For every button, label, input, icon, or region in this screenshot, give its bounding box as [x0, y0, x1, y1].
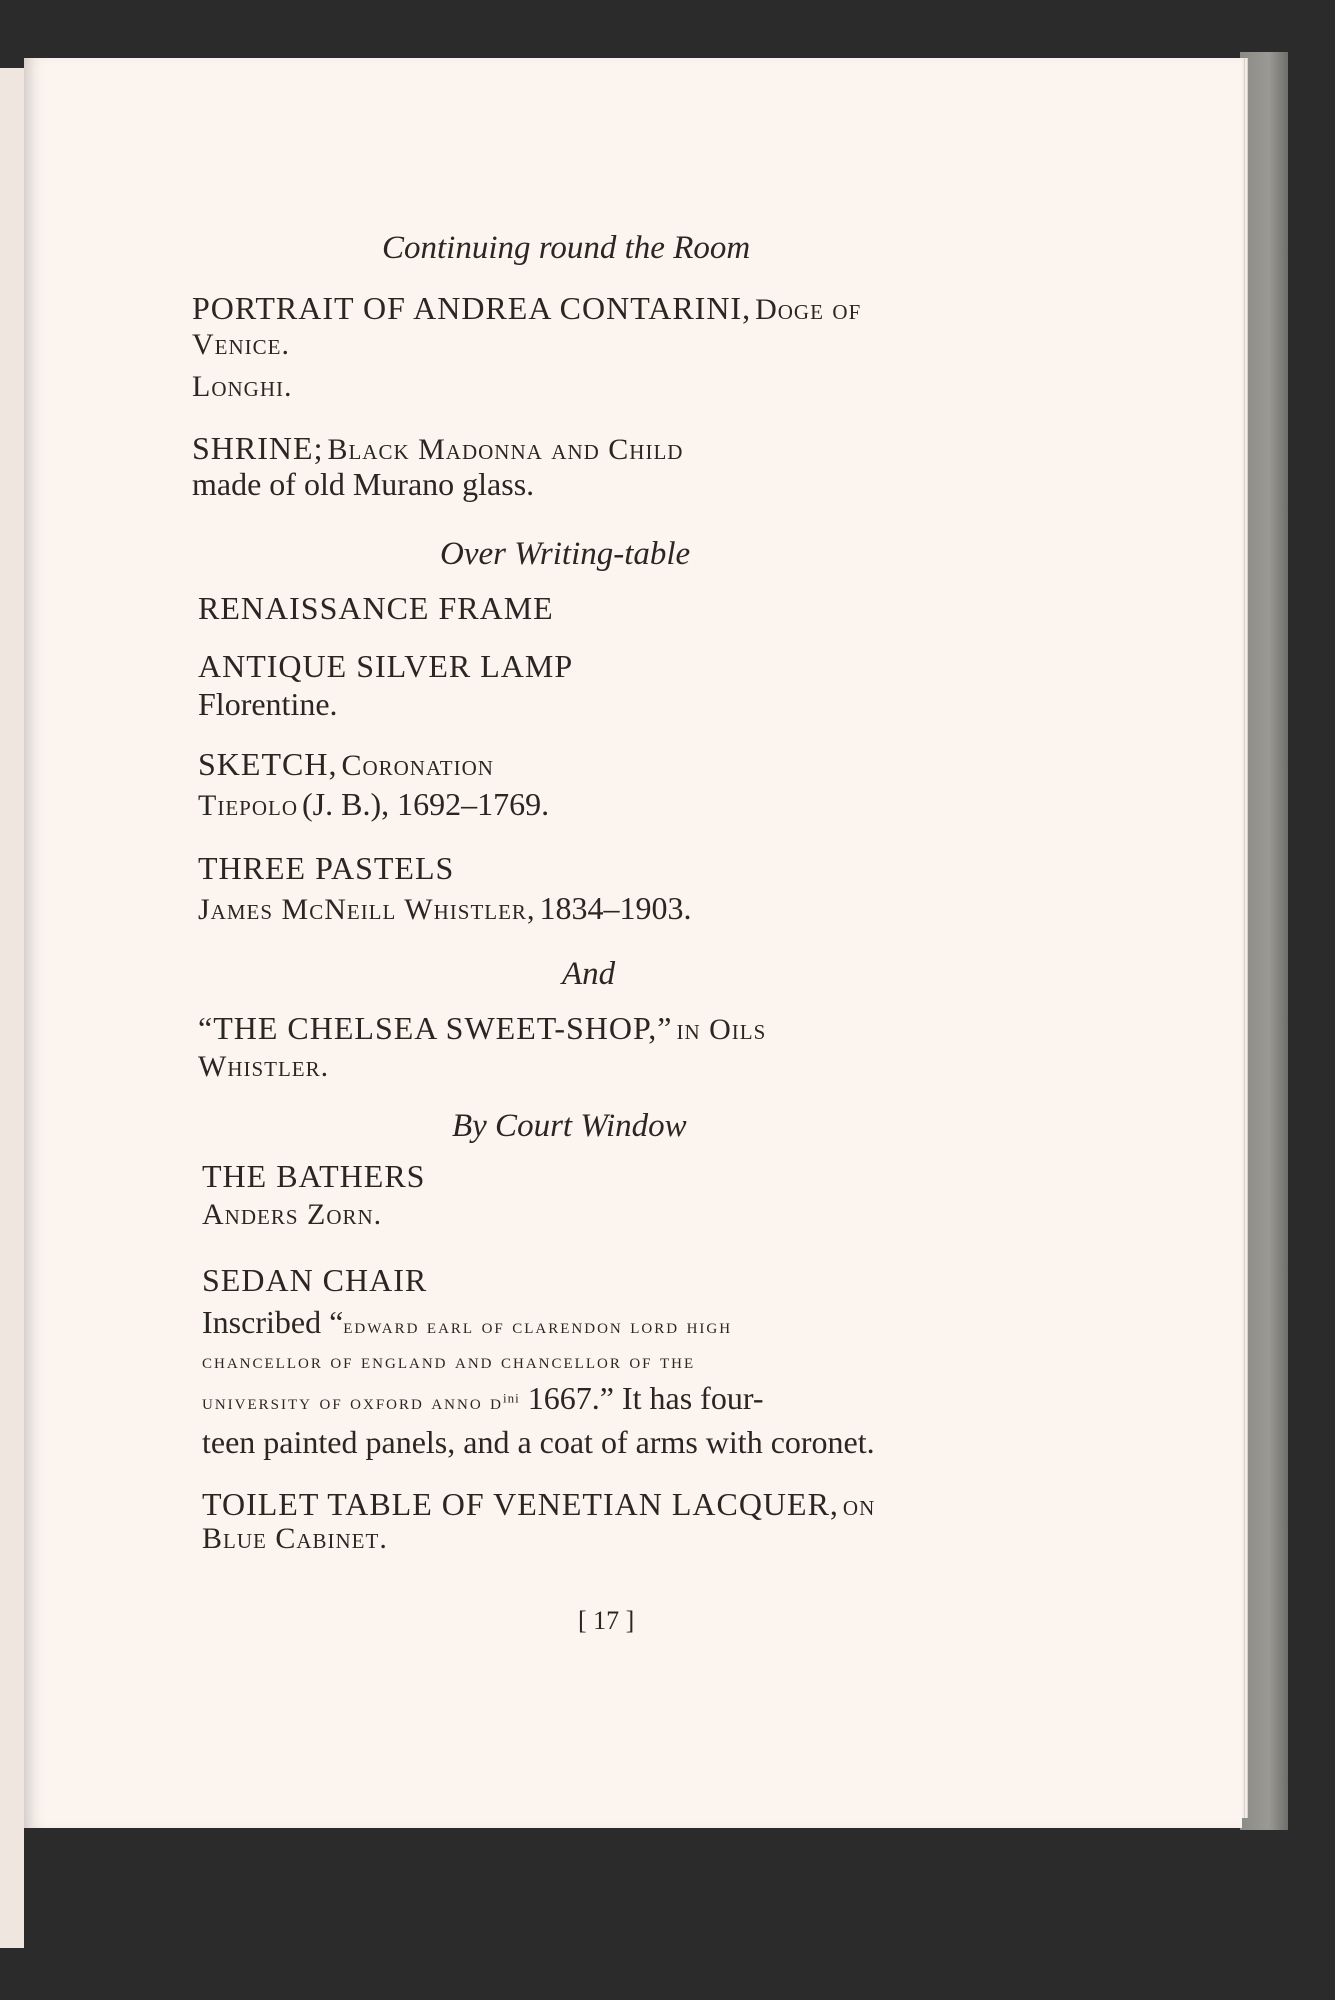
entry-sedan-chair-line3 [202, 1380, 763, 1417]
entry-toilet-table-subtitle: Blue Cabinet. [202, 1522, 388, 1555]
entry-title: SHRINE; [192, 430, 324, 466]
entry-title: SKETCH, [198, 746, 338, 782]
entry-title-suffix: in Oils [676, 1013, 767, 1046]
artist-name: Tiepolo [198, 789, 298, 822]
entry-chelsea-artist: Whistler. [198, 1050, 330, 1083]
entry-pastels-artist [198, 890, 691, 927]
entry-shrine-note: made of old Murano glass. [192, 466, 535, 502]
facing-page-edge [0, 68, 24, 1948]
heading-by-court-window: By Court Window [452, 1108, 687, 1144]
entry-portrait-artist: Longhi. [192, 370, 293, 403]
book-page [24, 58, 1242, 1828]
heading-continuing: Continuing round the Room [382, 230, 751, 266]
entry-title-suffix: Doge of [755, 293, 862, 326]
entry-chelsea-title [198, 1010, 766, 1047]
artist-detail: 1834–1903. [539, 890, 692, 926]
entry-title: TOILET TABLE OF VENETIAN LACQUER, [202, 1486, 839, 1522]
entry-title-suffix: Coronation [341, 749, 494, 782]
inscription-superscript: ini [503, 1390, 520, 1406]
entry-bathers-artist: Anders Zorn. [202, 1198, 383, 1231]
entry-toilet-table-title [202, 1486, 875, 1523]
entry-title: PORTRAIT OF ANDREA CONTARINI, [192, 290, 752, 326]
entry-pastels-title: THREE PASTELS [198, 850, 455, 886]
heading-over-writing-table: Over Writing-table [440, 536, 691, 572]
entry-portrait-subtitle: Venice. [192, 328, 290, 361]
artist-detail: (J. B.), 1692–1769. [301, 786, 550, 822]
entry-renaissance-frame-title: RENAISSANCE FRAME [198, 590, 554, 626]
entry-sedan-chair-title: SEDAN CHAIR [202, 1262, 428, 1298]
inscription-tail: 1667.” It has four- [519, 1380, 764, 1416]
entry-sedan-chair-line1 [202, 1304, 732, 1341]
entry-title: “THE CHELSEA SWEET-SHOP,” [198, 1010, 673, 1046]
entry-portrait-title [192, 290, 861, 327]
entry-sedan-chair-line4: teen painted panels, and a coat of arms with coronet. [202, 1424, 875, 1460]
entry-sketch-artist [198, 786, 549, 823]
entry-bathers-title: THE BATHERS [202, 1158, 426, 1194]
artist-name: James McNeill Whistler, [198, 893, 536, 926]
entry-sketch-title [198, 746, 494, 783]
entry-title-suffix: on [842, 1489, 876, 1522]
entry-shrine-title [192, 430, 683, 467]
inscription-prefix: Inscribed “ [202, 1304, 344, 1340]
entry-sedan-chair-line2: chancellor of england and chancellor of the [202, 1348, 696, 1373]
entry-silver-lamp-note: Florentine. [198, 686, 338, 722]
heading-and: And [562, 956, 616, 992]
entry-title-suffix: Black Madonna and Child [327, 433, 684, 466]
inscription-text: university of oxford anno d [202, 1389, 504, 1414]
page-number: [ 17 ] [578, 1606, 635, 1635]
entry-silver-lamp-title: ANTIQUE SILVER LAMP [198, 648, 574, 684]
inscription-text: edward earl of clarendon lord high [343, 1313, 733, 1338]
